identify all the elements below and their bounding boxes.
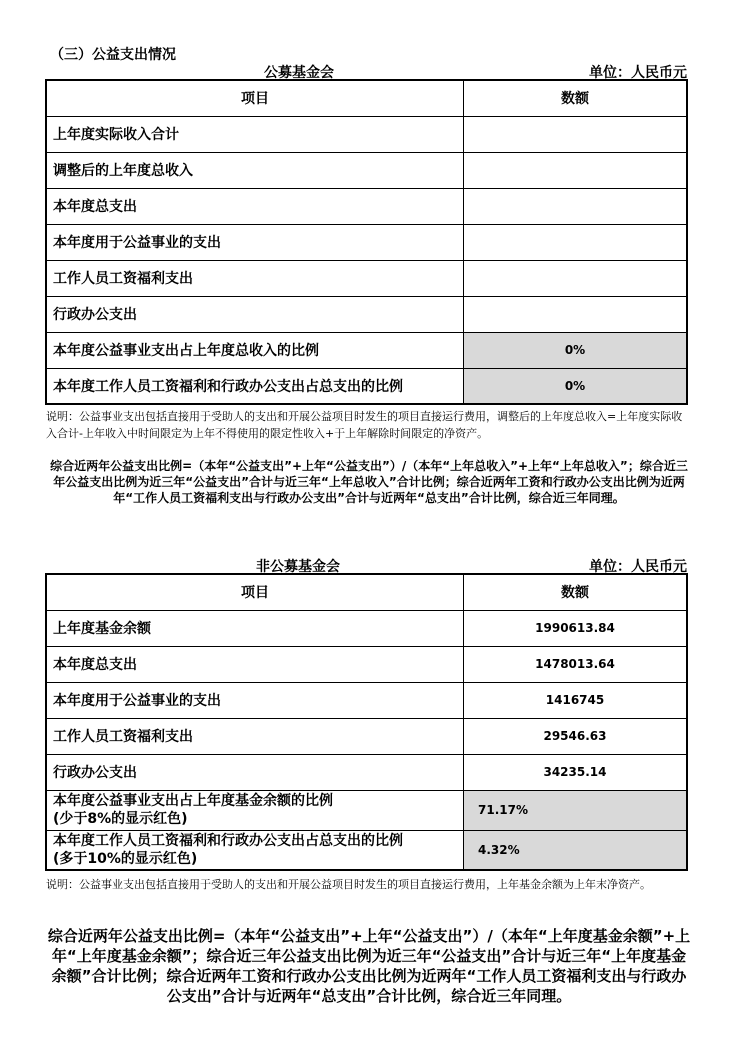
row-value xyxy=(464,152,688,188)
table-row xyxy=(46,610,687,646)
row-label: 行政办公支出 xyxy=(46,296,464,332)
row-label: 调整后的上年度总收入 xyxy=(46,152,464,188)
row-label: 本年度用于公益事业的支出 xyxy=(46,682,464,718)
row-label: 本年度用于公益事业的支出 xyxy=(46,224,464,260)
row-label: 本年度工作人员工资福利和行政办公支出占总支出的比例 xyxy=(46,368,464,404)
public-fund-formula: 综合近两年公益支出比例=（本年“公益支出”+上年“公益支出”）/（本年“上年总收入”+上年“上年总收入”；综合近三年公益支出比例为近三年“公益支出”合计与近三年“上年总收入”合计比例；综合近两年工资和行政办公支出比例为近两年“工作人员工资福利支出与行政办公支出”合计与近两年“总支出”合计比例，综合近三年同理。 xyxy=(50,459,688,505)
row-value: 29546.63 xyxy=(464,718,688,754)
row-label: 工作人员工资福利支出 xyxy=(46,260,464,296)
row-label xyxy=(46,830,464,870)
table-row xyxy=(46,718,687,754)
table-header-row xyxy=(46,574,687,610)
table-row xyxy=(46,188,687,224)
header-item: 项目 xyxy=(46,80,464,116)
non-public-fund-formula: 综合近两年公益支出比例=（本年“公益支出”+上年“公益支出”）/（本年“上年度基金余额”+上年“上年度基金余额”；综合近三年公益支出比例为近三年“公益支出”合计与近三年“上年度基金余额”合计比例；综合近两年工资和行政办公支出比例为近两年“工作人员工资福利支出与行政办公支出”合计与近两年“总支出”合计比例，综合近三年同理。 xyxy=(47,927,691,1005)
row-label-main: 本年度工作人员工资福利和行政办公支出占总支出的比例 xyxy=(53,832,403,849)
row-value xyxy=(464,188,688,224)
table-header-row xyxy=(46,80,687,116)
header-amount: 数额 xyxy=(464,574,688,610)
non-public-fund-table xyxy=(45,573,688,871)
row-value: 71.17% xyxy=(464,790,688,830)
table-row xyxy=(46,152,687,188)
non-public-fund-unit: 单位：人民币元 xyxy=(589,559,687,575)
row-value: 34235.14 xyxy=(464,754,688,790)
row-label: 工作人员工资福利支出 xyxy=(46,718,464,754)
row-label: 行政办公支出 xyxy=(46,754,464,790)
public-fund-caption: 公募基金会 xyxy=(264,65,334,81)
table-row xyxy=(46,646,687,682)
non-public-fund-caption: 非公募基金会 xyxy=(256,559,340,575)
row-label-sub: (少于8%的显示红色) xyxy=(53,811,188,827)
table-row xyxy=(46,368,687,404)
table-row xyxy=(46,224,687,260)
row-label: 本年度总支出 xyxy=(46,646,464,682)
row-value: 1478013.64 xyxy=(464,646,688,682)
row-value: 4.32% xyxy=(464,830,688,870)
public-fund-table xyxy=(45,79,688,405)
row-label xyxy=(46,790,464,830)
row-value xyxy=(464,296,688,332)
table-row xyxy=(46,790,687,830)
row-value: 1416745 xyxy=(464,682,688,718)
row-label: 本年度总支出 xyxy=(46,188,464,224)
row-value: 1990613.84 xyxy=(464,610,688,646)
table-row xyxy=(46,296,687,332)
row-label: 本年度公益事业支出占上年度总收入的比例 xyxy=(46,332,464,368)
row-value xyxy=(464,260,688,296)
row-value xyxy=(464,224,688,260)
table-row xyxy=(46,260,687,296)
row-value: 0% xyxy=(464,368,688,404)
row-label-main: 本年度公益事业支出占上年度基金余额的比例 xyxy=(53,793,333,809)
public-fund-unit: 单位：人民币元 xyxy=(589,65,687,81)
table-row xyxy=(46,332,687,368)
row-value: 0% xyxy=(464,332,688,368)
table-row xyxy=(46,754,687,790)
table-row xyxy=(46,116,687,152)
section-title: （三）公益支出情况 xyxy=(50,47,176,63)
table-row xyxy=(46,830,687,870)
row-label: 上年度实际收入合计 xyxy=(46,116,464,152)
row-label-sub: (多于10%的显示红色) xyxy=(53,850,198,867)
public-fund-note: 说明：公益事业支出包括直接用于受助人的支出和开展公益项目时发生的项目直接运行费用，调整后的上年度总收入=上年度实际收入合计-上年收入中时间限定为上年不得使用的限定性收入+于上年解除时间限定的净资产。 xyxy=(46,410,683,440)
non-public-fund-note: 说明：公益事业支出包括直接用于受助人的支出和开展公益项目时发生的项目直接运行费用，上年基金余额为上年末净资产。 xyxy=(46,878,651,891)
header-item: 项目 xyxy=(46,574,464,610)
row-value xyxy=(464,116,688,152)
row-label: 上年度基金余额 xyxy=(46,610,464,646)
header-amount: 数额 xyxy=(464,80,688,116)
table-row xyxy=(46,682,687,718)
